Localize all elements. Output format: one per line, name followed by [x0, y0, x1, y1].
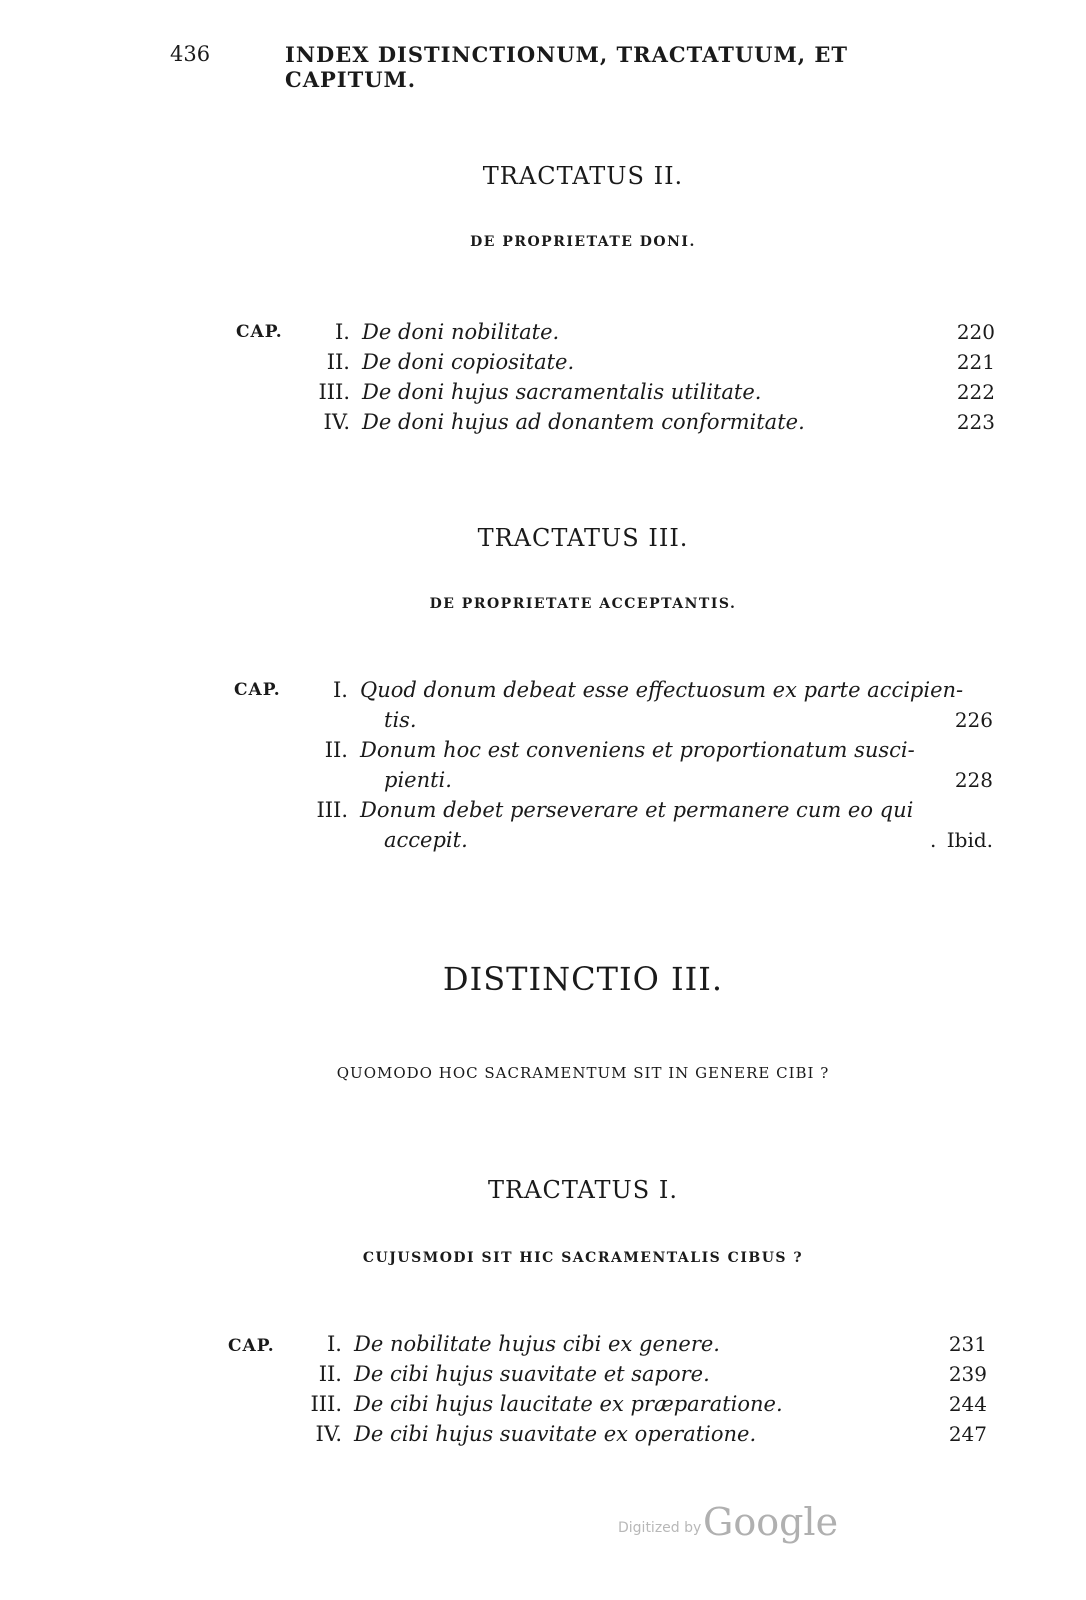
chapter-number: III. — [310, 1392, 342, 1416]
cap-label: CAP. — [234, 680, 281, 700]
chapter-title: De doni copiositate. — [362, 350, 575, 374]
chapter-title: De cibi hujus suavitate et sapore. — [354, 1362, 710, 1386]
running-header — [170, 42, 920, 92]
chapter-row — [0, 350, 1086, 380]
chapter-title: De nobilitate hujus cibi ex genere. — [354, 1332, 720, 1356]
chapter-title: De cibi hujus laucitate ex præparatione. — [354, 1392, 783, 1416]
chapter-number: I. — [333, 678, 348, 702]
chapter-page: 226 — [954, 708, 993, 732]
chapter-title-continuation: tis. — [384, 708, 417, 732]
chapter-title: De doni hujus ad donantem conformitate. — [362, 410, 805, 434]
watermark-prefix: Digitized by — [618, 1520, 702, 1536]
chapter-row — [0, 380, 1086, 410]
cap-label: CAP. — [236, 322, 283, 342]
chapter-number: IV. — [315, 1422, 342, 1446]
chapter-number: II. — [324, 738, 348, 762]
chapter-page: 231 — [948, 1332, 987, 1356]
chapter-page: 239 — [948, 1362, 987, 1386]
chapter-row — [0, 410, 1086, 440]
chapter-number: I. — [335, 320, 350, 344]
chapter-title: Quod donum debeat esse effectuosum ex parte accipien- — [360, 678, 964, 702]
chapter-title: De doni hujus sacramentalis utilitate. — [362, 380, 762, 404]
chapter-page: 220 — [956, 320, 995, 344]
distinctio-subtitle: QUOMODO HOC SACRAMENTUM SIT IN GENERE CIBI ? — [336, 1064, 830, 1082]
chapter-row — [0, 1392, 1086, 1422]
chapter-page: 221 — [956, 350, 995, 374]
tractatus-3-title: TRACTATUS III. — [477, 524, 689, 552]
tractatus-1-subtitle: CUJUSMODI SIT HIC SACRAMENTALIS CIBUS ? — [362, 1250, 804, 1266]
chapter-row — [0, 1332, 1086, 1362]
chapter-row — [0, 1422, 1086, 1452]
chapter-page: 244 — [948, 1392, 987, 1416]
chapter-row — [0, 320, 1086, 350]
chapter-number: III. — [318, 380, 350, 404]
chapter-number: II. — [326, 350, 350, 374]
running-head-title: INDEX DISTINCTIONUM, TRACTATUUM, ET CAPITUM. — [285, 42, 848, 92]
chapter-page: Ibid. — [946, 828, 993, 852]
chapter-title: Donum hoc est conveniens et proportionatum susci- — [360, 738, 915, 762]
chapter-page: 222 — [956, 380, 995, 404]
chapter-number: III. — [316, 798, 348, 822]
chapter-page: 228 — [954, 768, 993, 792]
chapter-row-continuation — [0, 828, 1086, 858]
chapter-row-continuation — [0, 768, 1086, 798]
google-logo: Google — [703, 1500, 839, 1544]
tractatus-2-subtitle: DE PROPRIETATE DONI. — [470, 234, 696, 250]
tractatus-1-title: TRACTATUS I. — [488, 1176, 678, 1204]
chapter-title-continuation: accepit. — [384, 828, 468, 852]
page-number: 436 — [170, 42, 211, 66]
chapter-number: I. — [327, 1332, 342, 1356]
chapter-page: 247 — [948, 1422, 987, 1446]
leader-dot: . — [930, 828, 937, 852]
chapter-title: De doni nobilitate. — [362, 320, 560, 344]
distinctio-title: DISTINCTIO III. — [442, 960, 724, 998]
chapter-title-continuation: pienti. — [384, 768, 452, 792]
cap-label: CAP. — [228, 1336, 275, 1356]
chapter-number: II. — [318, 1362, 342, 1386]
chapter-title: De cibi hujus suavitate ex operatione. — [354, 1422, 757, 1446]
chapter-row — [0, 738, 1086, 768]
chapter-number: IV. — [323, 410, 350, 434]
tractatus-2-title: TRACTATUS II. — [482, 162, 684, 190]
tractatus-3-subtitle: DE PROPRIETATE ACCEPTANTIS. — [429, 596, 737, 612]
chapter-row — [0, 678, 1086, 708]
chapter-row — [0, 1362, 1086, 1392]
chapter-row — [0, 798, 1086, 828]
chapter-row-continuation — [0, 708, 1086, 738]
chapter-title: Donum debet perseverare et permanere cum eo qui — [360, 798, 914, 822]
chapter-page: 223 — [956, 410, 995, 434]
